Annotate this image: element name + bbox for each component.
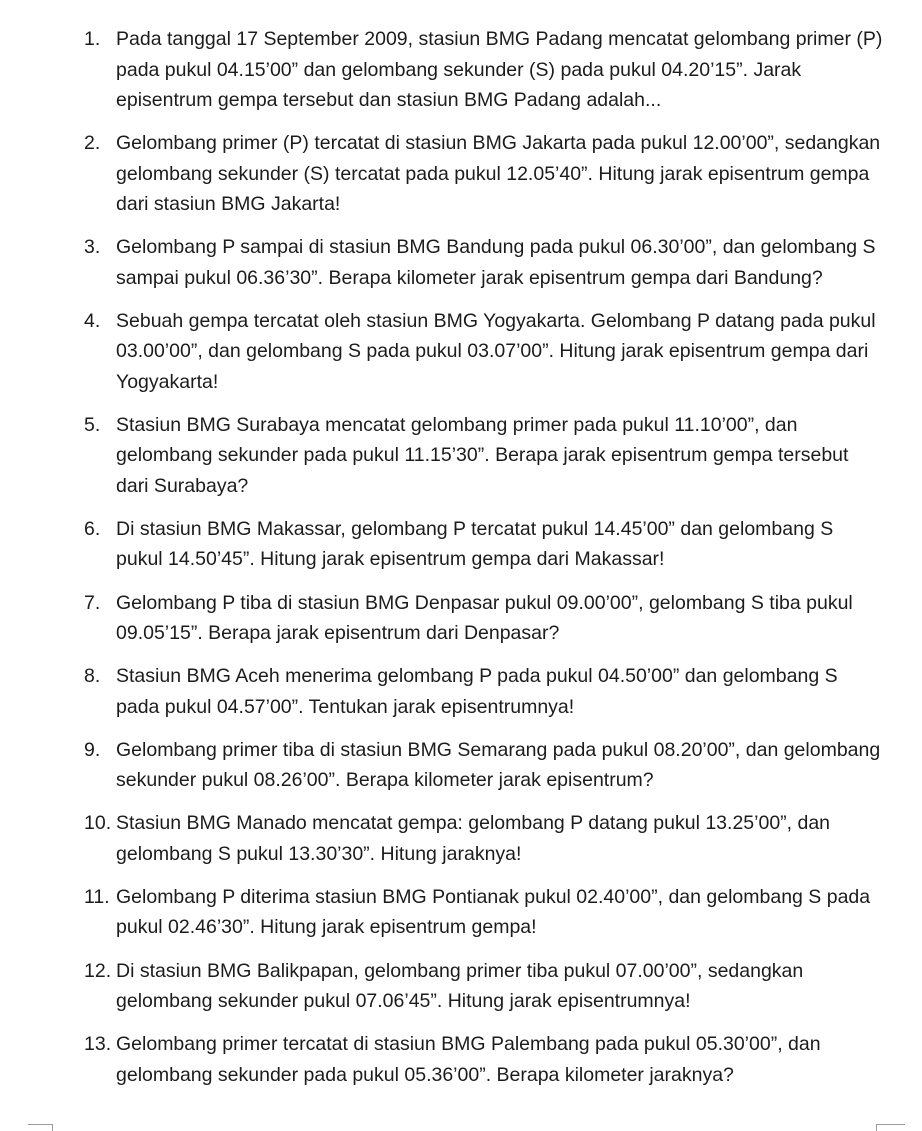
question-number: 12. bbox=[84, 959, 112, 982]
question-item bbox=[0, 1029, 922, 1090]
question-number: 10. bbox=[84, 812, 112, 835]
question-text: Gelombang P tiba di stasiun BMG Denpasar pukul 09.00’00”, gelombang S tiba pukul 09.05’15”. Berapa jarak episentrum dari Denpasar? bbox=[116, 591, 853, 645]
question-number: 3. bbox=[84, 236, 101, 259]
question-text: Gelombang primer (P) tercatat di stasiun BMG Jakarta pada pukul 12.00’00”, sedangkan gelombang sekunder (S) tercatat pada pukul 12.05’40”. Hitung jarak episentrum gempa dari stasiun BMG Jakarta! bbox=[116, 132, 881, 216]
question-text: Gelombang primer tercatat di stasiun BMG Palembang pada pukul 05.30’00”, dan gelombang sekunder pada pukul 05.36’00”. Berapa kilometer jaraknya? bbox=[116, 1033, 821, 1086]
question-item bbox=[0, 882, 922, 943]
question-item bbox=[0, 410, 922, 502]
question-text: Gelombang P sampai di stasiun BMG Bandung pada pukul 06.30’00”, dan gelombang S sampai pukul 06.36’30”. Berapa kilometer jarak episentrum gempa dari Bandung? bbox=[116, 236, 876, 289]
question-item bbox=[0, 588, 922, 649]
question-text: Stasiun BMG Manado mencatat gempa: gelombang P datang pukul 13.25’00”, dan gelombang S pukul 13.30’30”. Hitung jaraknya! bbox=[116, 812, 831, 865]
question-item bbox=[0, 514, 922, 575]
question-text: Sebuah gempa tercatat oleh stasiun BMG Yogyakarta. Gelombang P datang pada pukul 03.00’00”, dan gelombang S pada pukul 03.07’00”. Hitung jarak episentrum gempa dari Yogyakarta! bbox=[116, 309, 876, 393]
question-number: 11. bbox=[84, 885, 110, 908]
question-text: Di stasiun BMG Makassar, gelombang P tercatat pukul 14.45’00” dan gelombang S pukul 14.50’45”. Hitung jarak episentrum gempa dari Makassar! bbox=[116, 517, 834, 571]
question-text: Stasiun BMG Surabaya mencatat gelombang primer pada pukul 11.10’00”, dan gelombang sekunder pada pukul 11.15’30”. Berapa jarak episentrum gempa tersebut dari Surabaya? bbox=[116, 413, 849, 497]
question-number: 5. bbox=[84, 413, 101, 436]
question-item bbox=[0, 956, 922, 1017]
question-text: Pada tanggal 17 September 2009, stasiun BMG Padang mencatat gelombang primer (P) pada pukul 04.15’00” dan gelombang sekunder (S) pada pukul 04.20’15”. Jarak episentrum gempa tersebut dan stasiun BMG Padang adalah... bbox=[116, 28, 883, 111]
question-number: 9. bbox=[84, 738, 101, 761]
question-list bbox=[0, 24, 922, 1103]
question-item bbox=[0, 735, 922, 796]
question-number: 1. bbox=[84, 28, 101, 50]
question-number: 8. bbox=[84, 665, 101, 688]
question-number: 6. bbox=[84, 517, 101, 540]
question-item bbox=[0, 808, 922, 869]
question-item bbox=[0, 232, 922, 293]
question-text: Gelombang P diterima stasiun BMG Pontianak pukul 02.40’00”, dan gelombang S pada pukul 02.46’30”. Hitung jarak episentrum gempa! bbox=[116, 885, 871, 939]
question-item bbox=[0, 128, 922, 220]
question-item bbox=[0, 24, 922, 116]
question-number: 7. bbox=[84, 591, 101, 614]
question-item bbox=[0, 306, 922, 398]
question-text: Di stasiun BMG Balikpapan, gelombang primer tiba pukul 07.00’00”, sedangkan gelombang sekunder pukul 07.06’45”. Hitung jarak episentrumnya! bbox=[116, 959, 804, 1013]
question-number: 2. bbox=[84, 132, 101, 155]
question-text: Gelombang primer tiba di stasiun BMG Semarang pada pukul 08.20’00”, dan gelombang sekunder pukul 08.26’00”. Berapa kilometer jarak episentrum? bbox=[116, 738, 881, 792]
question-item bbox=[0, 661, 922, 722]
question-text: Stasiun BMG Aceh menerima gelombang P pada pukul 04.50’00” dan gelombang S pada pukul 04.57’00”. Tentukan jarak episentrumnya! bbox=[116, 665, 838, 718]
question-number: 13. bbox=[84, 1033, 112, 1056]
question-number: 4. bbox=[84, 309, 101, 332]
